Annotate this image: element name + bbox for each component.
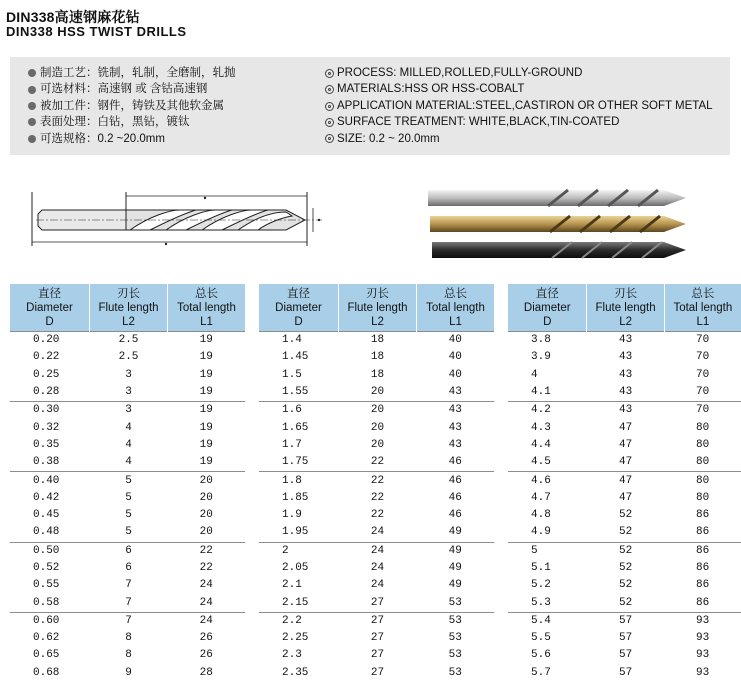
flute-length-cell: 5: [125, 509, 132, 522]
diameter-cell: 1.55: [282, 386, 309, 399]
table-row: [259, 507, 494, 524]
title-en: DIN338 HSS TWIST DRILLS: [6, 24, 187, 39]
table-row: [10, 630, 245, 647]
diameter-cell: 4.1: [531, 386, 551, 399]
table-row: [259, 594, 494, 612]
flute-length-cell: 57: [618, 666, 633, 679]
diameter-cell: 1.85: [282, 491, 309, 504]
spec-cn-item: 表面处理：白钻，黑钻，镀钛: [28, 114, 236, 130]
table-row: [508, 367, 741, 384]
diameter-cell: 0.28: [33, 386, 60, 399]
flute-length-cell: 6: [90, 542, 168, 560]
total-length-cell: 93: [696, 649, 710, 662]
spec-en-item: MATERIALS:HSS OR HSS-COBALT: [325, 81, 713, 97]
table-row: [259, 612, 494, 630]
spec-cn-item: 制造工艺：铣制，轧制，全磨制，轧抛: [28, 65, 236, 81]
table-row: [10, 577, 245, 594]
table-row: [259, 454, 494, 472]
flute-length-cell: 8: [125, 632, 132, 645]
specs-cn-list: [28, 65, 236, 147]
table-row: [508, 560, 741, 577]
diameter-cell: 5.6: [531, 649, 551, 662]
table-row: [508, 349, 741, 366]
diameter-cell: 4.7: [531, 491, 551, 504]
total-length-cell: 86: [696, 579, 710, 592]
column-header: 刃长 Flute length L2: [339, 284, 417, 332]
table-row: [10, 612, 245, 630]
total-length-cell: 86: [696, 526, 710, 539]
diameter-cell: 0.22: [33, 351, 60, 364]
diameter-cell: 0.42: [33, 491, 60, 504]
total-length-cell: 24: [199, 579, 213, 592]
total-length-cell: 86: [696, 509, 710, 522]
total-length-cell: 93: [696, 666, 710, 679]
diameter-cell: 3.8: [508, 332, 587, 350]
size-table-1: [10, 284, 245, 682]
total-length-cell: 28: [199, 666, 213, 679]
diameter-cell: 0.52: [33, 562, 60, 574]
diameter-cell: 0.25: [33, 368, 60, 381]
diameter-cell: 1.4: [259, 332, 339, 350]
flute-length-cell: 20: [370, 386, 385, 399]
diameter-cell: 5.1: [531, 562, 551, 574]
total-length-cell: 53: [448, 649, 462, 662]
spec-en-item: SIZE: 0.2 ~ 20.0mm: [325, 131, 713, 147]
diameter-cell: 2.25: [282, 632, 309, 645]
gold-drill: [430, 216, 686, 232]
flute-length-cell: 5: [125, 526, 132, 539]
flute-length-cell: 7: [90, 612, 168, 630]
spec-box: [10, 57, 730, 155]
column-header: 刃长 Flute length L2: [587, 284, 664, 332]
diameter-cell: 2.35: [282, 666, 309, 679]
flute-length-cell: 43: [587, 402, 664, 420]
table-row: [508, 524, 741, 542]
flute-length-cell: 52: [618, 596, 633, 609]
diameter-cell: 0.38: [33, 456, 60, 469]
bullet-icon: [28, 135, 36, 143]
total-length-cell: 20: [199, 509, 213, 522]
circle-bullet-icon: [325, 85, 334, 94]
total-length-cell: 53: [448, 596, 462, 609]
table-row: [508, 419, 741, 436]
diameter-cell: 5: [508, 542, 587, 560]
flute-length-cell: 22: [370, 491, 385, 504]
total-length-cell: 70: [664, 402, 741, 420]
diameter-cell: 3.9: [531, 351, 551, 364]
diameter-cell: 2: [259, 542, 339, 560]
black-drill: [432, 242, 686, 258]
drill-drawing-icon: [30, 186, 330, 254]
total-length-cell: 86: [696, 562, 710, 574]
diameter-cell: 0.50: [10, 542, 90, 560]
table-row: [10, 402, 245, 420]
white-drill: [428, 190, 686, 206]
flute-length-cell: 18: [339, 332, 417, 350]
total-length-cell: 93: [696, 632, 710, 645]
flute-length-cell: 27: [370, 632, 385, 645]
diameter-cell: 2.2: [259, 612, 339, 630]
flute-length-cell: 52: [618, 526, 633, 539]
table-row: [508, 647, 741, 664]
total-length-cell: 19: [168, 332, 246, 350]
total-length-cell: 22: [199, 562, 213, 574]
total-length-cell: 53: [448, 666, 462, 679]
table-row: [508, 630, 741, 647]
flute-length-cell: 4: [125, 421, 132, 434]
diameter-cell: 0.32: [33, 421, 60, 434]
total-length-cell: 46: [417, 472, 495, 490]
flute-length-cell: 18: [370, 368, 385, 381]
flute-length-cell: 20: [339, 402, 417, 420]
table-row: [508, 612, 741, 630]
table-row: [508, 472, 741, 490]
total-length-cell: 43: [448, 386, 462, 399]
diameter-cell: 1.7: [282, 438, 302, 451]
diameter-cell: 2.15: [282, 596, 309, 609]
total-length-cell: 43: [448, 421, 462, 434]
table-row: [259, 349, 494, 366]
total-length-cell: 80: [696, 421, 710, 434]
table-row: [259, 472, 494, 490]
flute-length-cell: 8: [125, 649, 132, 662]
table-row: [10, 524, 245, 542]
diameter-cell: 4.8: [531, 509, 551, 522]
total-length-cell: 70: [696, 368, 710, 381]
table-row: [508, 454, 741, 472]
total-length-cell: 19: [168, 402, 246, 420]
diameter-cell: 1.5: [282, 368, 302, 381]
column-header: 总长 Total length L1: [417, 284, 495, 332]
table-row: [259, 419, 494, 436]
flute-length-cell: 27: [370, 596, 385, 609]
diameter-cell: 0.40: [10, 472, 90, 490]
flute-length-cell: 7: [125, 579, 132, 592]
flute-length-cell: 4: [125, 438, 132, 451]
specs-en-list: [325, 65, 713, 147]
diameter-cell: 0.35: [33, 438, 60, 451]
table-row: [10, 384, 245, 402]
table-row: [10, 542, 245, 560]
flute-length-cell: 43: [587, 332, 664, 350]
total-length-cell: 80: [664, 472, 741, 490]
flute-length-cell: 47: [587, 472, 664, 490]
flute-length-cell: 2.5: [118, 351, 139, 364]
diameter-cell: 2.3: [282, 649, 302, 662]
diameter-cell: 2.1: [282, 579, 302, 592]
flute-length-cell: 27: [339, 612, 417, 630]
flute-length-cell: 3: [125, 386, 132, 399]
total-length-cell: 70: [696, 351, 710, 364]
diameter-cell: 5.3: [531, 596, 551, 609]
spec-cn-item: 可选规格：0.2 ~20.0mm: [28, 131, 236, 147]
table-row: [259, 367, 494, 384]
flute-length-cell: 27: [370, 666, 385, 679]
total-length-cell: 49: [448, 579, 462, 592]
total-length-cell: 20: [168, 472, 246, 490]
table-row: [10, 490, 245, 507]
diameter-cell: 1.9: [282, 509, 302, 522]
total-length-cell: 19: [199, 438, 213, 451]
circle-bullet-icon: [325, 102, 334, 111]
diameter-cell: 0.55: [33, 579, 60, 592]
flute-length-cell: 4: [125, 456, 132, 469]
flute-length-cell: 5: [125, 491, 132, 504]
diameter-cell: 4.4: [531, 438, 551, 451]
table-header-row: [10, 284, 245, 332]
flute-length-cell: 57: [587, 612, 664, 630]
total-length-cell: 49: [448, 562, 462, 574]
spec-cn-item: 被加工件：钢件，铸铁及其他软金属: [28, 98, 236, 114]
diameter-cell: 4.5: [531, 456, 551, 469]
total-length-cell: 43: [448, 438, 462, 451]
table-row: [259, 665, 494, 682]
table-row: [508, 594, 741, 612]
diameter-cell: 5.5: [531, 632, 551, 645]
total-length-cell: 24: [199, 596, 213, 609]
diameter-cell: 4.2: [508, 402, 587, 420]
bullet-icon: [28, 102, 36, 110]
total-length-cell: 26: [199, 632, 213, 645]
total-length-cell: 86: [696, 596, 710, 609]
table-row: [508, 402, 741, 420]
flute-length-cell: 22: [370, 509, 385, 522]
diameter-cell: 0.65: [33, 649, 60, 662]
table-row: [10, 367, 245, 384]
total-length-cell: 26: [199, 649, 213, 662]
total-length-cell: 19: [199, 456, 213, 469]
total-length-cell: 46: [448, 456, 462, 469]
total-length-cell: 53: [417, 612, 495, 630]
diameter-cell: 0.58: [33, 596, 60, 609]
flute-length-cell: 24: [370, 579, 385, 592]
total-length-cell: 70: [664, 332, 741, 350]
diameter-cell: 5.7: [531, 666, 551, 679]
diameter-cell: 0.48: [33, 526, 60, 539]
diameter-cell: 4.9: [531, 526, 551, 539]
table-row: [10, 349, 245, 366]
size-table-3: [508, 284, 741, 682]
table-row: [508, 577, 741, 594]
diameter-cell: 5.4: [508, 612, 587, 630]
flute-length-cell: 52: [618, 509, 633, 522]
total-length-cell: 22: [168, 542, 246, 560]
bullet-icon: [28, 86, 36, 94]
flute-length-cell: 43: [618, 368, 633, 381]
table-row: [10, 507, 245, 524]
diameter-cell: 1.45: [282, 351, 309, 364]
total-length-cell: 40: [417, 332, 495, 350]
flute-length-cell: 47: [618, 456, 633, 469]
flute-length-cell: 47: [618, 491, 633, 504]
table-row: [508, 384, 741, 402]
total-length-cell: 70: [696, 386, 710, 399]
total-length-cell: 53: [448, 632, 462, 645]
flute-length-cell: 43: [618, 351, 633, 364]
diameter-cell: 1.8: [259, 472, 339, 490]
table-row: [10, 665, 245, 682]
flute-length-cell: 52: [618, 579, 633, 592]
column-header: 总长 Total length L1: [168, 284, 246, 332]
circle-bullet-icon: [325, 69, 334, 78]
total-length-cell: 80: [696, 438, 710, 451]
total-length-cell: 49: [417, 542, 495, 560]
spec-en-item: APPLICATION MATERIAL:STEEL,CASTIRON OR OTHER SOFT METAL: [325, 98, 713, 114]
total-length-cell: 20: [199, 526, 213, 539]
diameter-cell: 4: [531, 368, 538, 381]
table-row: [10, 437, 245, 454]
diameter-cell: 0.30: [10, 402, 90, 420]
table-row: [508, 437, 741, 454]
flute-length-cell: 47: [618, 438, 633, 451]
flute-length-cell: 3: [125, 368, 132, 381]
flute-length-cell: 22: [339, 472, 417, 490]
table-row: [259, 437, 494, 454]
flute-length-cell: 43: [618, 386, 633, 399]
total-length-cell: 19: [199, 386, 213, 399]
diameter-cell: 4.6: [508, 472, 587, 490]
diameter-cell: 1.6: [259, 402, 339, 420]
table-row: [508, 490, 741, 507]
diameter-cell: 0.20: [10, 332, 90, 350]
flute-length-cell: 52: [587, 542, 664, 560]
flute-length-cell: 7: [125, 596, 132, 609]
diameter-cell: 1.65: [282, 421, 309, 434]
total-length-cell: 46: [448, 491, 462, 504]
table-row: [259, 384, 494, 402]
circle-bullet-icon: [325, 134, 334, 143]
table-row: [10, 419, 245, 436]
diameter-cell: 1.75: [282, 456, 309, 469]
diameter-cell: 0.45: [33, 509, 60, 522]
diameter-cell: 0.60: [10, 612, 90, 630]
flute-length-cell: 9: [125, 666, 132, 679]
flute-length-cell: 57: [618, 649, 633, 662]
flute-length-cell: 6: [125, 562, 132, 574]
flute-length-cell: 5: [90, 472, 168, 490]
spec-en-item: SURFACE TREATMENT: WHITE,BLACK,TIN-COATED: [325, 114, 713, 130]
table-row: [10, 594, 245, 612]
table-row: [259, 630, 494, 647]
column-header: 刃长 Flute length L2: [90, 284, 168, 332]
table-row: [508, 332, 741, 350]
flute-length-cell: 24: [339, 542, 417, 560]
total-length-cell: 80: [696, 491, 710, 504]
total-length-cell: 19: [199, 351, 213, 364]
flute-length-cell: 18: [370, 351, 385, 364]
diameter-cell: 0.68: [33, 666, 60, 679]
table-row: [259, 542, 494, 560]
flute-length-cell: 27: [370, 649, 385, 662]
total-length-cell: 20: [199, 491, 213, 504]
diameter-cell: 5.2: [531, 579, 551, 592]
table-row: [508, 507, 741, 524]
table-row: [259, 524, 494, 542]
total-length-cell: 46: [448, 509, 462, 522]
table-row: [10, 647, 245, 664]
column-header: 直径 Diameter D: [508, 284, 587, 332]
spec-en-item: PROCESS: MILLED,ROLLED,FULLY-GROUND: [325, 65, 713, 81]
table-header-row: [508, 284, 741, 332]
diameter-cell: 0.62: [33, 632, 60, 645]
column-header: 直径 Diameter D: [10, 284, 90, 332]
table-header-row: [259, 284, 494, 332]
table-row: [259, 490, 494, 507]
column-header: 总长 Total length L1: [664, 284, 741, 332]
diameter-cell: 2.05: [282, 562, 309, 574]
total-length-cell: 49: [448, 526, 462, 539]
total-length-cell: 19: [199, 368, 213, 381]
flute-length-cell: 52: [618, 562, 633, 574]
flute-length-cell: 24: [370, 526, 385, 539]
flute-length-cell: 57: [618, 632, 633, 645]
drill-photo-icon: [428, 184, 690, 268]
total-length-cell: 19: [199, 421, 213, 434]
title-cn: DIN338高速钢麻花钻: [6, 9, 140, 25]
flute-length-cell: 24: [370, 562, 385, 574]
flute-length-cell: 2.5: [90, 332, 168, 350]
total-length-cell: 40: [448, 351, 462, 364]
size-table-2: [259, 284, 494, 682]
spec-cn-item: 可选材料：高速钢 或 含钴高速钢: [28, 81, 236, 97]
total-length-cell: 24: [168, 612, 246, 630]
table-row: [10, 560, 245, 577]
total-length-cell: 40: [448, 368, 462, 381]
flute-length-cell: 22: [370, 456, 385, 469]
table-row: [508, 542, 741, 560]
total-length-cell: 86: [664, 542, 741, 560]
bullet-icon: [28, 118, 36, 126]
flute-length-cell: 47: [618, 421, 633, 434]
total-length-cell: 80: [696, 456, 710, 469]
bullet-icon: [28, 69, 36, 77]
flute-length-cell: 3: [90, 402, 168, 420]
table-row: [508, 665, 741, 682]
diameter-cell: 4.3: [531, 421, 551, 434]
total-length-cell: 93: [664, 612, 741, 630]
table-row: [10, 472, 245, 490]
table-row: [259, 402, 494, 420]
flute-length-cell: 20: [370, 421, 385, 434]
table-row: [259, 577, 494, 594]
flute-length-cell: 20: [370, 438, 385, 451]
column-header: 直径 Diameter D: [259, 284, 339, 332]
table-row: [259, 560, 494, 577]
circle-bullet-icon: [325, 118, 334, 127]
table-row: [259, 332, 494, 350]
table-row: [10, 332, 245, 350]
diameter-cell: 1.95: [282, 526, 309, 539]
table-row: [259, 647, 494, 664]
total-length-cell: 43: [417, 402, 495, 420]
table-row: [10, 454, 245, 472]
